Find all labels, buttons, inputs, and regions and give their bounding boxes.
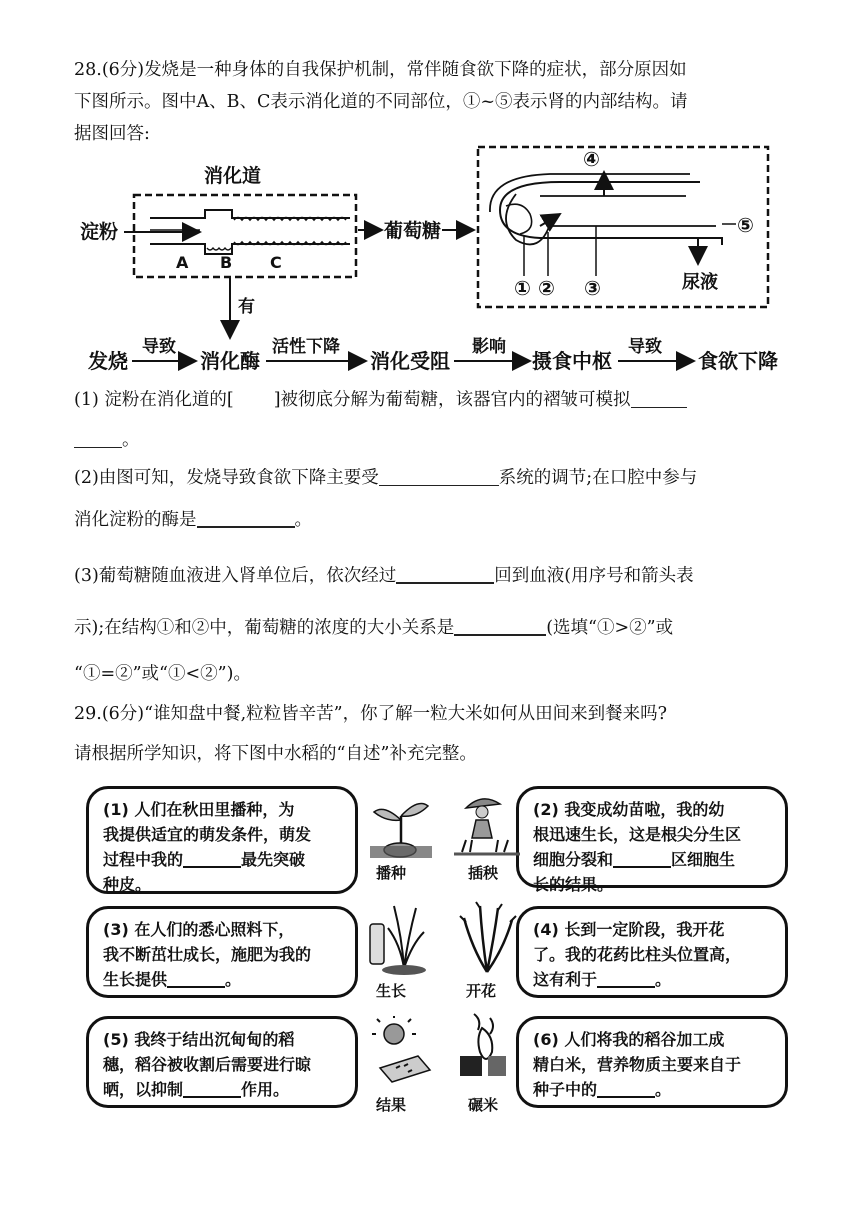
q28-p2-blank-system[interactable] [379, 468, 499, 487]
q28-p3-blank-path[interactable] [396, 565, 494, 585]
q28-part2-line2 [74, 506, 312, 531]
bubble-1-line3-a: 过程中我的 [103, 850, 184, 869]
caption-fruiting: 结果 [376, 1096, 407, 1114]
kidney-label-4: ④ [583, 147, 600, 171]
bubble-4-line2: 了。我的花药比柱头位置高， [533, 945, 742, 964]
bubble-6 [516, 1016, 788, 1108]
bubble-3-line1: (3) 在人们的悉心照料下， [103, 920, 295, 939]
bubble-4-line1: (4) 长到一定阶段，我开花 [533, 920, 725, 939]
q29-intro-line1: 29.(6分)“谁知盘中餐,粒粒皆辛苦”，你了解一粒大米如何从田间来到餐来吗? [74, 704, 667, 724]
kidney-label-2: ② [538, 276, 555, 300]
diagram-title-digestive-tract: 消化道 [204, 165, 262, 187]
q28-part2-line [74, 464, 697, 489]
diagram-enzyme: 消化酶 [200, 349, 260, 373]
diagram-label-a: A [176, 253, 189, 272]
bubble-2-line2: 根迅速生长，这是根尖分生区 [533, 825, 742, 844]
q28-p3-text-c: 示);在结构①和②中，葡萄糖的浓度的大小关系是 [74, 618, 455, 638]
digestion-kidney-diagram [0, 140, 860, 380]
q28-intro-line3: 据图回答: [74, 124, 150, 144]
diagram-fever: 发烧 [88, 349, 128, 373]
transplant-illustration [452, 790, 522, 862]
bubble-1-line3-b: 最先突破 [241, 850, 306, 869]
diagram-label-c: C [270, 253, 282, 272]
diagram-daozhi-1: 导致 [142, 337, 176, 357]
q28-p1-text-a: (1) 淀粉在消化道的[ [74, 390, 234, 410]
bubble-1-line3 [103, 847, 341, 872]
bubble-1-line4: 种皮。 [103, 875, 152, 894]
bubble-4 [516, 906, 788, 998]
bubble-2-line3-a: 细胞分裂和 [533, 850, 614, 869]
bubble-5 [86, 1016, 358, 1108]
q28-p1-blank-fold[interactable] [631, 390, 687, 409]
diagram-daozhi-2: 导致 [628, 337, 662, 357]
bubble-1-line2: 我提供适宜的萌发条件，萌发 [103, 825, 312, 844]
bubble-6-line3-b: 。 [655, 1080, 672, 1099]
caption-milling: 碾米 [468, 1096, 499, 1114]
diagram-starch: 淀粉 [80, 221, 119, 243]
q28-p2-text-c: 消化淀粉的酶是 [74, 510, 197, 530]
q28-p3-text-d: (选填“①>②”或 [546, 618, 674, 638]
q28-p1-end: 。 [122, 430, 140, 450]
kidney-label-3: ③ [584, 276, 601, 300]
kidney-urine: 尿液 [682, 272, 718, 293]
bubble-5-line3-b: 作用。 [241, 1080, 290, 1099]
diagram-you: 有 [238, 297, 255, 317]
q28-intro-line2: 下图所示。图中A、B、C表示消化道的不同部位，①~⑤表示肾的内部结构。请 [74, 92, 688, 112]
bubble-6-line3-a: 种子中的 [533, 1080, 598, 1099]
bubble-1-blank[interactable] [183, 850, 241, 868]
q28-p1-blank-fold-cont[interactable] [74, 430, 122, 449]
kidney-label-5: ⑤ [737, 213, 754, 237]
q28-p3-blank-compare[interactable] [454, 617, 546, 637]
flowering-illustration [452, 898, 522, 978]
q28-p1-text-b: ]被彻底分解为葡萄糖，该器官内的褶皱可模拟 [273, 390, 631, 410]
diagram-digestion-blocked: 消化受阻 [370, 349, 450, 373]
bubble-3-line3-b: 。 [225, 970, 242, 989]
harvest-illustration [360, 1016, 440, 1086]
q28-part1-line [74, 386, 687, 411]
bubble-2 [516, 786, 788, 894]
bubble-2-blank[interactable] [613, 850, 671, 868]
q28-p2-blank-enzyme[interactable] [197, 509, 295, 529]
q28-part3-line [74, 562, 694, 587]
bubble-4-blank[interactable] [597, 970, 655, 988]
bubble-3-line2: 我不断茁壮成长，施肥为我的 [103, 945, 312, 964]
bubble-2-line3 [533, 847, 771, 872]
q28-p2-end: 。 [294, 510, 312, 530]
bubble-5-line2: 穗，稻谷被收割后需要进行晾 [103, 1055, 312, 1074]
bubble-5-blank[interactable] [183, 1080, 241, 1098]
bubble-3-line3-a: 生长提供 [103, 970, 168, 989]
bubble-3-blank[interactable] [167, 970, 225, 988]
caption-growing: 生长 [376, 982, 407, 1000]
growing-illustration [364, 898, 434, 978]
kidney-label-1: ① [514, 276, 531, 300]
diagram-activity-drop: 活性下降 [272, 337, 340, 357]
milling-illustration [452, 1010, 522, 1086]
q28-p3-text-a: (3)葡萄糖随血液进入肾单位后，依次经过 [74, 566, 397, 586]
bubble-6-line3 [533, 1077, 771, 1102]
q28-intro-line1: 28.(6分)发烧是一种身体的自我保护机制，常伴随食欲下降的症状，部分原因如 [74, 60, 687, 80]
q28-part3-line2 [74, 614, 673, 639]
bubble-4-line3 [533, 967, 771, 992]
q28-part1-line2 [74, 426, 140, 451]
q28-p3-text-b: 回到血液(用序号和箭头表 [494, 566, 694, 586]
diagram-label-b: B [220, 253, 233, 272]
bubble-2-line1: (2) 我变成幼苗啦，我的幼 [533, 800, 725, 819]
bubble-2-line4: 长的结果。 [533, 875, 614, 894]
bubble-5-line3-a: 晒，以抑制 [103, 1080, 184, 1099]
diagram-glucose: 葡萄糖 [384, 220, 442, 242]
diagram-feeding-center: 摄食中枢 [532, 349, 612, 373]
bubble-1-line1: (1) 人们在秋田里播种，为 [103, 800, 295, 819]
sowing-illustration [366, 790, 436, 860]
q29-intro-line2: 请根据所学知识，将下图中水稻的“自述”补充完整。 [74, 744, 477, 764]
bubble-4-line3-b: 。 [655, 970, 672, 989]
caption-flowering: 开花 [466, 982, 497, 1000]
bubble-5-line1: (5) 我终于结出沉甸甸的稻 [103, 1030, 295, 1049]
diagram-appetite-drop: 食欲下降 [698, 349, 778, 373]
q28-part3-line3: “①=②”或“①<②”)。 [74, 664, 251, 684]
caption-transplanting: 插秧 [468, 864, 499, 882]
diagram-yingxiang: 影响 [472, 337, 506, 357]
bubble-6-blank[interactable] [597, 1080, 655, 1098]
bubble-2-line3-b: 区细胞生 [671, 850, 736, 869]
bubble-5-line3 [103, 1077, 341, 1102]
caption-sowing: 播种 [376, 864, 407, 882]
bubble-3-line3 [103, 967, 341, 992]
q28-p2-text-a: (2)由图可知，发烧导致食欲下降主要受 [74, 468, 379, 488]
bubble-4-line3-a: 这有利于 [533, 970, 598, 989]
bubble-6-line1: (6) 人们将我的稻谷加工成 [533, 1030, 725, 1049]
bubble-3 [86, 906, 358, 998]
bubble-6-line2: 精白米，营养物质主要来自于 [533, 1055, 742, 1074]
q28-p2-text-b: 系统的调节;在口腔中参与 [498, 468, 698, 488]
bubble-1 [86, 786, 358, 894]
